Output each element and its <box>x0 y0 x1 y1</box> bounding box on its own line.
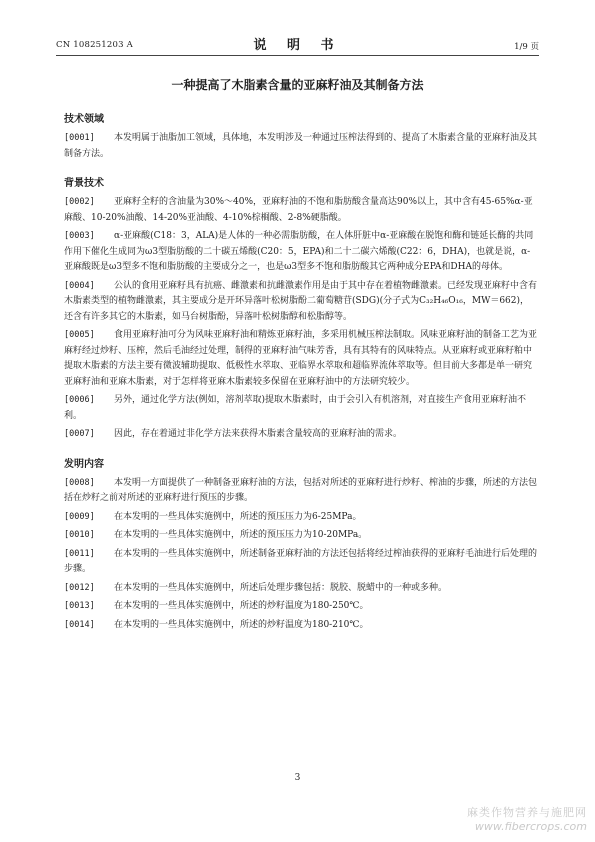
paragraph <box>64 599 538 615</box>
section-heading: 发明内容 <box>64 458 104 470</box>
watermark-url: www.fibercrops.com <box>474 820 587 833</box>
header-divider <box>56 55 539 56</box>
paragraph <box>64 427 538 443</box>
paragraph <box>64 195 538 226</box>
section-heading: 技术领域 <box>64 114 104 125</box>
paragraph <box>64 393 538 424</box>
paragraph-number: [0012] <box>64 582 95 593</box>
paragraph-number: [0001] <box>64 133 95 143</box>
paragraph <box>64 476 538 507</box>
document-title: 一种提高了木脂素含量的亚麻籽油及其制备方法 <box>171 78 424 92</box>
paragraph-number: [0002] <box>64 197 95 207</box>
paragraph-number: [0014] <box>64 619 95 630</box>
watermark-site-name: 麻类作物营养与施肥网 <box>467 806 587 819</box>
document-body <box>64 110 538 645</box>
paragraph-number: [0010] <box>64 530 95 540</box>
paragraph-text: α-亚麻酸(C18：3，ALA)是人体的一种必需脂肪酸，在人体肝脏中α-亚麻酸在脱饱和酶和链延长酶的共同作用下催化生成同为ω3型脂肪酸的二十碳五烯酸(C20：5，EPA)和二十二碳六烯酸(C22：6，DHA)，也就是说，α-亚麻酸既是ω3型多不饱和脂肪酸的主要成分之一，也是ω3型多不饱和脂肪酸其它两种成分EPA和DHA的母体。 <box>64 231 534 272</box>
section <box>64 174 538 443</box>
paragraph-text: 食用亚麻籽油可分为风味亚麻籽油和精炼亚麻籽油，多采用机械压榨法制取。风味亚麻籽油的制备工艺为亚麻籽经过炒籽、压榨，然后毛油经过处理，制得的亚麻籽油气味芳香，具有其特有的风味特点。从亚麻籽或亚麻籽粕中提取木脂素的方法主要有微波辅助提取、低极性水萃取、亚临界水萃取和超临界流体萃取等。但目前大多都是单一研究亚麻籽油和亚麻木脂素，对于怎样将亚麻木脂素较多保留在亚麻籽油中的方法研究较少。 <box>64 330 538 387</box>
page-number: 3 <box>294 773 301 783</box>
watermark <box>467 806 587 834</box>
paragraph <box>64 581 538 597</box>
paragraph-number: [0009] <box>64 511 95 522</box>
document-type: 说 明 书 <box>253 38 342 53</box>
paragraph-text: 本发明一方面提供了一种制备亚麻籽油的方法，包括对所述的亚麻籽进行炒籽、榨油的步骤，所述的方法包括在炒籽之前对所述的亚麻籽进行预压的步骤。 <box>64 477 538 503</box>
section <box>64 455 538 634</box>
paragraph-number: [0003] <box>64 231 95 241</box>
patent-number: CN 108251203 A <box>56 40 133 50</box>
paragraph <box>64 510 538 526</box>
page-indicator: 1/9 页 <box>514 42 539 52</box>
paragraph-text: 公认的食用亚麻籽具有抗癌、雌激素和抗雌激素作用是由于其中存在着植物雌激素。已经发现亚麻籽中含有木脂素类型的植物雌激素，其主要成分是开环异落叶松树脂酚二葡萄糖苷(SDG)(分子式为C₃₂H₄₆O₁₆，MW＝662)，还含有许多其它的木脂素，如马台树脂酚，异落叶松树脂醇和松脂醇等。 <box>64 280 538 322</box>
paragraph-text: 亚麻籽全籽的含油量为30%～40%，亚麻籽油的不饱和脂肪酸含量高达90%以上，其中含有45-65%α-亚麻酸、10-20%油酸、14-20%亚油酸、4-10%棕榈酸、2-8%硬脂酸。 <box>64 197 533 223</box>
paragraph-text: 在本发明的一些具体实施例中，所述后处理步骤包括：脱胶、脱蜡中的一种或多种。 <box>114 582 448 593</box>
section <box>64 110 538 162</box>
paragraph <box>64 229 538 276</box>
paragraph-text: 另外，通过化学方法(例如，溶剂萃取)提取木脂素时，由于会引入有机溶剂，对直接生产食用亚麻籽油不利。 <box>64 395 527 421</box>
paragraph-text: 因此，存在着通过非化学方法来获得木脂素含量较高的亚麻籽油的需求。 <box>114 429 403 439</box>
paragraph-number: [0011] <box>64 548 95 559</box>
paragraph-text: 在本发明的一些具体实施例中，所述制备亚麻籽油的方法还包括将经过榨油获得的亚麻籽毛油进行后处理的步骤。 <box>64 548 538 574</box>
paragraph-text: 在本发明的一些具体实施例中，所述的预压压力为10-20MPa。 <box>114 530 368 540</box>
paragraph <box>64 618 538 634</box>
paragraph-number: [0006] <box>64 395 95 405</box>
section-heading: 背景技术 <box>64 178 104 189</box>
paragraph-number: [0005] <box>64 330 95 340</box>
paragraph-number: [0013] <box>64 601 95 611</box>
paragraph <box>64 547 538 578</box>
paragraph-text: 在本发明的一些具体实施例中，所述的炒籽温度为180-210℃。 <box>114 619 369 630</box>
paragraph <box>64 328 538 390</box>
paragraph <box>64 279 538 326</box>
paragraph-number: [0008] <box>64 477 95 488</box>
page-header <box>56 34 539 54</box>
paragraph <box>64 528 538 544</box>
paragraph <box>64 131 538 162</box>
paragraph-text: 在本发明的一些具体实施例中，所述的炒籽温度为180-250℃。 <box>114 601 369 611</box>
paragraph-text: 本发明属于油脂加工领域，具体地，本发明涉及一种通过压榨法得到的、提高了木脂素含量的亚麻籽油及其制备方法。 <box>64 133 538 159</box>
paragraph-text: 在本发明的一些具体实施例中，所述的预压压力为6-25MPa。 <box>114 511 362 522</box>
paragraph-number: [0004] <box>64 280 95 291</box>
paragraph-number: [0007] <box>64 429 95 439</box>
